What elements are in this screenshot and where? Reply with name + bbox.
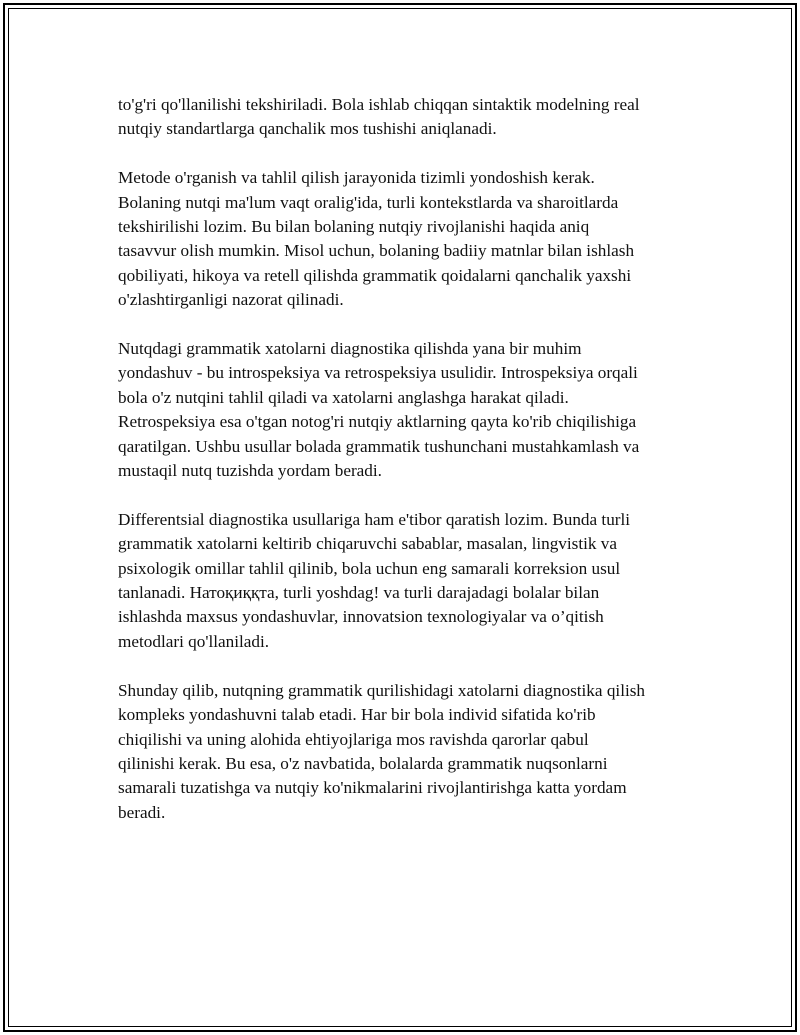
text-line: ishlashda maxsus yondashuvlar, innovatsion texnologiyalar va o’qitish <box>118 607 604 627</box>
text-line: nutqiy standartlarga qanchalik mos tushishi aniqlanadi. <box>118 119 497 139</box>
text-line: metodlari qo'llaniladi. <box>118 631 270 651</box>
text-line: qaratilgan. Ushbu usullar bolada grammatik tushunchani mustahkamlash va <box>118 436 640 456</box>
paragraph <box>118 508 708 654</box>
text-line: Nutqdagi grammatik xatolarni diagnostika qilishda yana bir muhim <box>118 339 582 359</box>
text-line: to'g'ri qo'llanilishi tekshiriladi. Bola ishlab chiqqan sintaktik modelning real <box>118 95 640 114</box>
text-line: samarali tuzatishga va nutqiy ko'nikmalarini rivojlantirishga katta yordam <box>118 778 627 798</box>
paragraph <box>118 337 708 483</box>
text-line: Retrospeksiya esa o'tgan notog'ri nutqiy aktlarning qayta ko'rib chiqilishiga <box>118 412 637 432</box>
text-line: beradi. <box>118 802 166 822</box>
text-line: Differentsial diagnostika usullariga ham e'tibor qaratish lozim. Bunda turli <box>118 509 631 529</box>
paragraph <box>118 166 708 312</box>
text-line: yondashuv - bu introspeksiya va retrospeksiya usulidir. Introspeksiya orqali <box>118 363 638 383</box>
text-line: tekshirilishi lozim. Bu bilan bolaning nutqiy rivojlanishi haqida aniq <box>118 217 590 237</box>
text-line: kompleks yondashuvni talab etadi. Har bir bola individ sifatida ko'rib <box>118 705 596 725</box>
paragraph <box>118 93 708 142</box>
text-line: psixologik omillar tahlil qilinib, bola uchun eng samarali korreksion usul <box>118 558 621 578</box>
text-line: grammatik xatolarni keltirib chiqaruvchi sabablar, masalan, lingvistik va <box>118 534 618 554</box>
text-line: qobiliyati, hikoya va retell qilishda grammatik qoidalarni qanchalik yaxshi <box>118 265 632 285</box>
text-line: Shunday qilib, nutqning grammatik qurilishidagi xatolarni diagnostika qilish <box>118 680 646 700</box>
text-line: Metode o'rganish va tahlil qilish jarayonida tizimli yondoshish kerak. <box>118 168 595 188</box>
text-line: o'zlashtirganligi nazorat qilinadi. <box>118 290 344 310</box>
document-body <box>118 93 708 850</box>
text-line: qilinishi kerak. Bu esa, o'z navbatida, bolalarda grammatik nuqsonlarni <box>118 753 608 773</box>
text-line: mustaqil nutq tuzishda yordam beradi. <box>118 461 382 481</box>
text-line: tasavvur olish mumkin. Misol uchun, bolaning badiiy matnlar bilan ishlash <box>118 241 635 261</box>
text-line: tanlanadi. Натоқиққта, turli yoshdag! va turli darajadagi bolalar bilan <box>118 583 600 603</box>
text-line: Bolaning nutqi ma'lum vaqt oralig'ida, turli kontekstlarda va sharoitlarda <box>118 192 619 212</box>
paragraph <box>118 679 708 825</box>
text-line: bola o'z nutqini tahlil qiladi va xatolarni anglashga harakat qiladi. <box>118 387 569 407</box>
text-line: chiqilishi va uning alohida ehtiyojlariga mos ravishda qarorlar qabul <box>118 729 589 749</box>
